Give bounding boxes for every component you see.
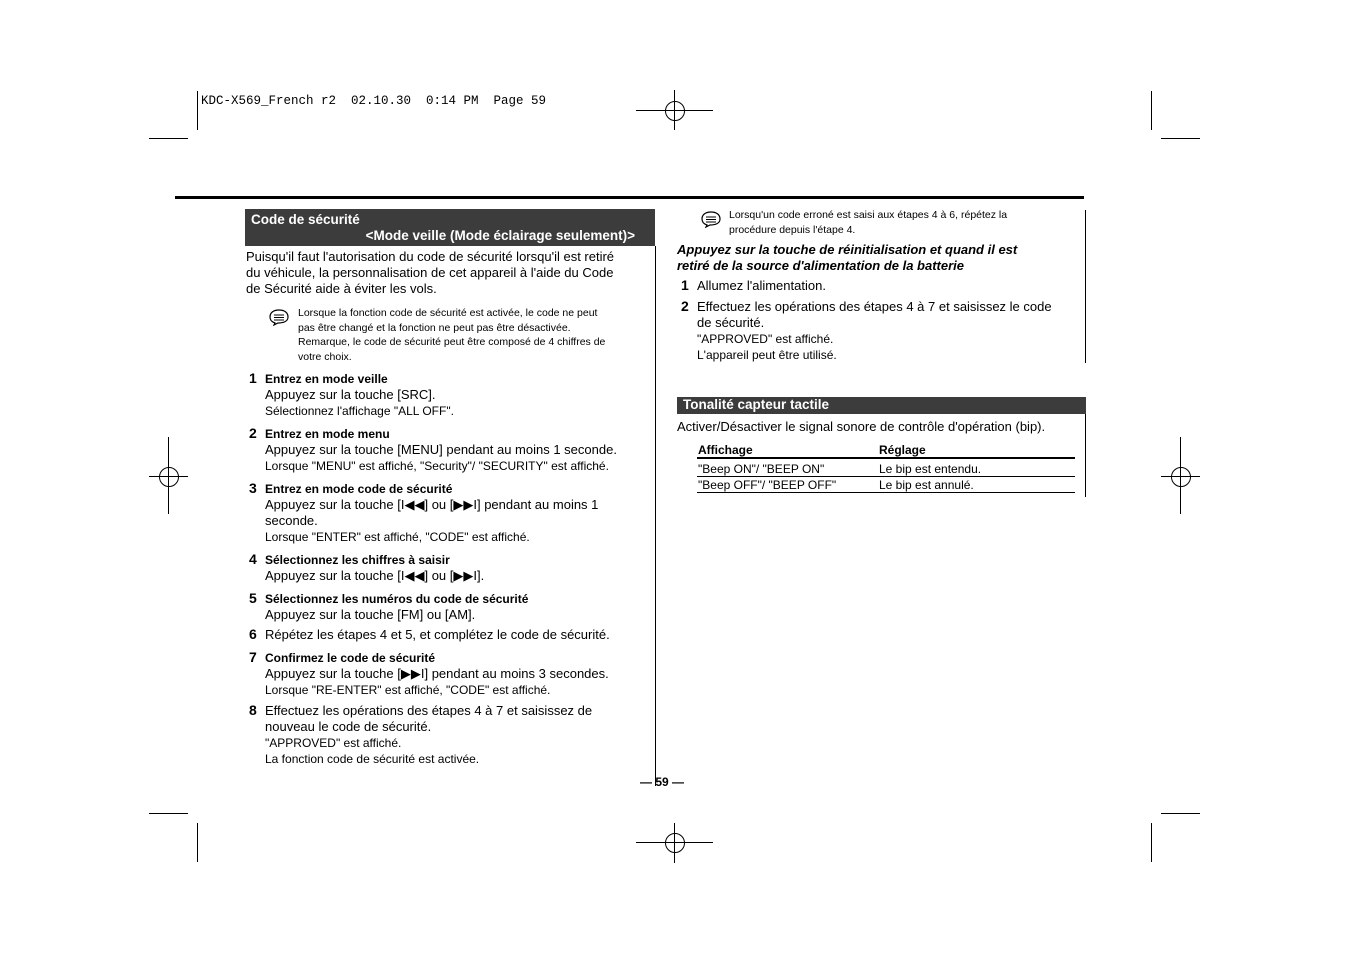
table-row: Le bip est annulé. — [879, 478, 974, 492]
section-header-touch-tone: Tonalité capteur tactile — [677, 397, 1086, 414]
section-title-line1: Code de sécurité — [251, 212, 360, 227]
right-margin-bar — [1085, 210, 1086, 363]
touch-tone-intro: Activer/Désactiver le signal sonore de contrôle d'opération (bip). — [677, 419, 1046, 434]
table-row: Le bip est entendu. — [879, 462, 982, 476]
top-rule — [175, 196, 1084, 199]
reset-heading: Appuyez sur la touche de réinitialisation et quand il est retiré de la source d'alimentation de la batterie — [677, 242, 1018, 273]
column-divider — [655, 246, 656, 786]
table-header-setting: Réglage — [879, 443, 926, 457]
section-title-line2: <Mode veille (Mode éclairage seulement)> — [365, 228, 635, 243]
section-header-security-code — [245, 209, 655, 246]
note-text: Lorsqu'un code erroné est saisi aux étapes 4 à 6, répétez la procédure depuis l'étape 4. — [729, 209, 1008, 236]
table-row-rule — [697, 476, 1075, 477]
page-number: — 59 — — [640, 775, 685, 789]
note-icon — [701, 211, 721, 228]
table-header-rule — [697, 457, 1075, 459]
table-row-rule — [697, 492, 1075, 493]
table-header-display: Affichage — [698, 443, 753, 457]
intro-paragraph: Puisqu'il faut l'autorisation du code de sécurité lorsqu'il est retiré du véhicule, la personnalisation de cet appareil à l'aide du Code de Sécurité aide à éviter les vols. — [246, 249, 615, 296]
print-header: KDC-X569_French r2 02.10.30 0:14 PM Page 59 — [201, 94, 547, 108]
right-margin-bar — [1085, 412, 1086, 497]
table-row: "Beep OFF"/ "BEEP OFF" — [698, 478, 837, 492]
table-row: "Beep ON"/ "BEEP ON" — [698, 462, 825, 476]
note-icon — [269, 309, 289, 326]
note-text: Lorsque la fonction code de sécurité est activée, le code ne peut pas être changé et la fonction ne peut pas être désactivée. Remarque, le code de sécurité peut être composé de 4 chiffres de votre choix. — [298, 307, 606, 363]
